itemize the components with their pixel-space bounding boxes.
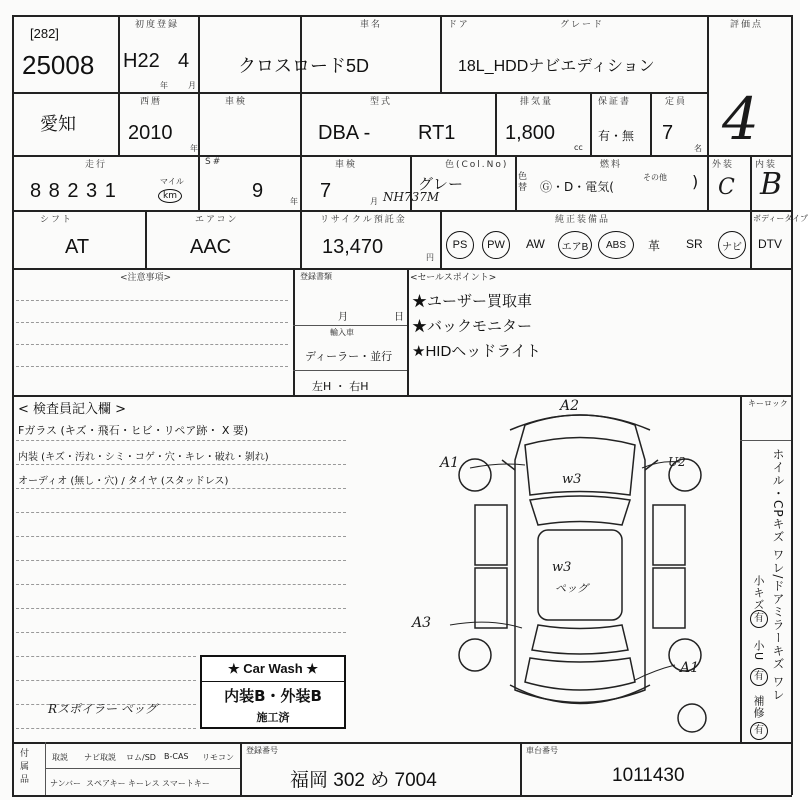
dashed-row <box>16 440 346 441</box>
footer-manual: 取説 <box>52 753 68 762</box>
inspector-glass: Fガラス (キズ・飛石・ヒビ・リペア跡・ X 要) <box>18 424 249 437</box>
header-region: 西暦 <box>140 97 163 107</box>
exterior-grade: C <box>718 175 735 200</box>
warranty: 有・無 <box>598 129 635 143</box>
grid-line <box>12 742 792 744</box>
chassis-number: 1011430 <box>612 765 685 786</box>
grid-line <box>740 395 742 742</box>
equipment-sr: SR <box>686 237 703 251</box>
sales-point-2: ★バックモニター <box>412 318 533 335</box>
car-front-bumper <box>510 415 650 430</box>
fuel-other: その他 <box>643 173 667 182</box>
grid-line <box>440 15 442 92</box>
header-warranty: 保証書 <box>598 97 632 107</box>
header-caution: <注意事項> <box>120 273 172 283</box>
grid-line <box>300 155 302 210</box>
prefecture: 愛知 <box>40 114 76 134</box>
header-inspection: 車検 <box>225 97 248 107</box>
footer-smart: スマートキー <box>162 779 210 788</box>
car-rear-bumper <box>510 685 650 704</box>
header-car-inspection: 車検 <box>335 160 358 170</box>
footer-items-header: 付属品 <box>20 749 30 785</box>
day-label: 日 <box>394 312 404 323</box>
dashed-row <box>16 300 288 301</box>
model-name: クロスロード5D <box>238 56 370 76</box>
month-label: 月 <box>338 312 348 323</box>
yes-mark-2: 有 <box>750 668 768 686</box>
footer-remote: リモコン <box>202 753 234 762</box>
displacement: 1,800 <box>505 122 556 144</box>
footer-chassis-header: 車台番号 <box>526 746 558 755</box>
grid-line <box>12 15 14 795</box>
car-left-rear-door <box>475 568 507 628</box>
header-mileage: 走行 <box>85 160 108 170</box>
footer-reg-no-header: 登録番号 <box>246 746 278 755</box>
header-reg-expiry: 登録書類 <box>300 272 332 281</box>
header-displacement: 排気量 <box>520 97 554 107</box>
grid-line <box>293 268 295 395</box>
header-interior: 内装 <box>755 160 778 170</box>
grid-line <box>650 92 652 155</box>
grid-line <box>707 155 709 210</box>
dashed-row <box>16 488 346 489</box>
footer-bcas: B-CAS <box>164 752 189 761</box>
header-fuel: 燃料 <box>600 160 623 170</box>
header-color: 色(Col.No) <box>445 160 509 170</box>
grid-line <box>791 15 793 795</box>
car-wash-stamp <box>200 655 346 729</box>
dashed-row <box>16 560 346 561</box>
inspection-month: 7 <box>320 180 332 202</box>
car-roof <box>538 530 622 620</box>
grid-line <box>495 92 497 155</box>
header-aircon: エアコン <box>195 215 239 225</box>
shift: AT <box>65 236 90 258</box>
handwritten-note: Rスポイラー ペッグ <box>48 702 157 716</box>
mark-a3: A3 <box>412 615 432 631</box>
mark-a2: A2 <box>560 398 580 414</box>
equipment-pw: PW <box>482 231 510 259</box>
grid-line <box>515 155 517 210</box>
mark-a1-right: A1 <box>680 660 700 676</box>
first-reg-era: H22 <box>123 50 160 72</box>
dashed-row <box>16 512 346 513</box>
header-first-reg: 初度登録 <box>135 20 180 30</box>
grid-line <box>198 15 200 155</box>
mark-w3-top: w3 <box>562 472 582 487</box>
mileage-unit-mile: マイル <box>160 177 184 186</box>
grid-line <box>45 768 240 769</box>
equipment-leather: 革 <box>648 239 661 253</box>
grid-line <box>12 15 792 17</box>
grid-line <box>520 742 522 795</box>
header-capacity: 定員 <box>665 97 688 107</box>
equipment-navi: ナビ <box>718 231 746 259</box>
dashed-row <box>16 632 346 633</box>
vertical-wheel-text: ホイル・CPキズ ワレ/ドアミラーキズ ワレ <box>771 448 785 702</box>
grid-line <box>440 210 442 268</box>
header-key-lock: キーロック <box>748 399 788 408</box>
footer-navi-manual: ナビ取説 <box>84 753 116 762</box>
dashed-row <box>16 608 346 609</box>
aircon: AAC <box>190 236 232 258</box>
color-code: NH737M <box>383 190 440 204</box>
inspector-interior: 内装 (キズ・汚れ・シミ・コゲ・穴・キレ・破れ・剝れ) <box>18 452 269 463</box>
header-sales-point: <セールスポイント> <box>410 273 497 283</box>
dashed-row <box>16 322 288 323</box>
spare-tire <box>678 704 706 732</box>
year-unit-2: 年 <box>190 144 198 153</box>
equipment-abs: ABS <box>598 231 634 259</box>
wheel-front-left <box>459 459 491 491</box>
dashed-row <box>16 366 288 367</box>
footer-number: ナンバー <box>50 779 82 788</box>
month-unit-2: 月 <box>370 197 378 206</box>
grid-line <box>12 155 792 157</box>
grid-line <box>12 395 792 397</box>
type-code: RT1 <box>418 122 456 144</box>
car-rear-window <box>532 625 628 654</box>
dashed-row <box>16 656 196 657</box>
mark-pegg: ペッグ <box>555 582 588 595</box>
equipment-airbag: エアB <box>558 231 592 259</box>
dashed-row <box>16 464 346 465</box>
lot-prefix: [282] <box>30 26 59 41</box>
steering-side: 左H ・ 右H <box>312 380 369 393</box>
grid-line <box>145 210 147 268</box>
mark-u2: U2 <box>668 455 686 469</box>
car-windshield <box>530 496 630 525</box>
grid-line <box>198 155 200 210</box>
recycle: 13,470 <box>322 236 384 258</box>
mark-a1-left: A1 <box>440 455 460 471</box>
leader-a3 <box>450 622 522 628</box>
header-door: ドア <box>448 20 470 30</box>
dashed-row <box>16 536 346 537</box>
fuel: Ⓖ・D・電気( <box>540 180 614 194</box>
month-unit: 月 <box>188 81 196 90</box>
car-trunk <box>525 658 635 690</box>
footer-spare: スペアキー <box>86 779 126 788</box>
grid-line <box>12 795 792 797</box>
type-prefix: DBA - <box>318 122 371 144</box>
header-shift-no: S# <box>205 157 223 167</box>
grid-line <box>240 742 242 795</box>
registration-number: 福岡 302 め 7004 <box>290 770 437 791</box>
header-type: 型式 <box>370 97 393 107</box>
dashed-row <box>16 344 288 345</box>
grid-line <box>740 440 791 441</box>
inspection-year: 9 <box>252 180 264 202</box>
interior-grade: B <box>760 167 783 202</box>
year-unit-3: 年 <box>290 197 298 206</box>
first-reg-month: 4 <box>178 50 190 72</box>
grid-line <box>750 155 752 210</box>
small-scratch-label: 小キズ <box>752 575 765 611</box>
header-score: 評価点 <box>730 20 764 30</box>
header-import: 輸入車 <box>330 328 354 337</box>
grade: 18L_HDDナビエディション <box>458 58 655 75</box>
car-left-front-door <box>475 505 507 565</box>
grid-line <box>293 370 407 371</box>
car-right-rear-door <box>653 568 685 628</box>
inspector-title: < 検査員記入欄 > <box>18 402 127 417</box>
yes-mark-3: 有 <box>750 722 768 740</box>
sales-point-1: ★ユーザー買取車 <box>412 293 533 310</box>
small-u-label: 小U <box>752 640 765 662</box>
header-shift: シフト <box>40 215 74 225</box>
mileage: 8 8 2 3 1 <box>30 180 117 202</box>
car-diagram <box>430 400 730 740</box>
grid-line <box>293 325 407 326</box>
footer-keyless: キーレス <box>128 779 160 788</box>
yes-mark-1: 有 <box>750 610 768 628</box>
grid-line <box>300 15 302 155</box>
yen-unit: 円 <box>426 253 434 262</box>
capacity: 7 <box>662 122 674 144</box>
color: グレー <box>418 176 464 193</box>
dashed-row <box>16 680 196 681</box>
inspector-audio: オーディオ (無し・穴) / タイヤ (スタッドレス) <box>18 476 229 487</box>
grid-line <box>118 15 120 155</box>
grid-line <box>300 210 302 268</box>
fuel-paren-close: ) <box>692 172 699 191</box>
header-recycle: リサイクル預託金 <box>320 215 407 225</box>
mirror-left <box>502 460 515 470</box>
header-equipment: 純正装備品 <box>555 215 611 225</box>
grid-line <box>707 15 709 155</box>
car-wash-line: 内装B・外装B <box>224 687 322 705</box>
score: 4 <box>722 85 759 153</box>
year-unit: 年 <box>160 81 168 90</box>
grid-line <box>750 210 752 268</box>
equipment-aw: AW <box>526 237 545 251</box>
sales-point-3: ★HIDヘッドライト <box>412 343 541 360</box>
dashed-row <box>16 728 196 729</box>
dashed-row <box>16 584 346 585</box>
color-change: 色替 <box>518 172 528 193</box>
car-wash-title: ★ Car Wash ★ <box>227 661 318 676</box>
equipment-ps: PS <box>446 231 474 259</box>
mark-w3-mid: w3 <box>552 560 572 575</box>
equipment-dtv: DTV <box>758 237 782 251</box>
car-wash-divider <box>202 681 344 682</box>
header-exterior: 外装 <box>712 160 735 170</box>
car-wash-done: 施工済 <box>256 711 290 724</box>
leader-a1-right <box>635 665 675 680</box>
car-right-front-door <box>653 505 685 565</box>
cc-unit: cc <box>574 143 583 152</box>
capacity-unit: 名 <box>694 144 702 153</box>
header-grade: グレード <box>560 20 605 30</box>
lot-number: 25008 <box>22 50 95 80</box>
footer-rom: ロム/SD <box>126 753 156 762</box>
wheel-rear-left <box>459 639 491 671</box>
year-ad: 2010 <box>128 122 173 144</box>
dealer-or-parallel: ディーラー・並行 <box>305 350 393 363</box>
repair-label: 補修 <box>752 695 765 719</box>
grid-line <box>407 268 409 395</box>
leader-a1 <box>470 464 525 468</box>
header-model: 車名 <box>360 20 383 30</box>
grid-line <box>590 92 592 155</box>
mileage-unit-km: km <box>158 189 182 203</box>
header-catalog: ボディータイプ <box>753 214 808 223</box>
